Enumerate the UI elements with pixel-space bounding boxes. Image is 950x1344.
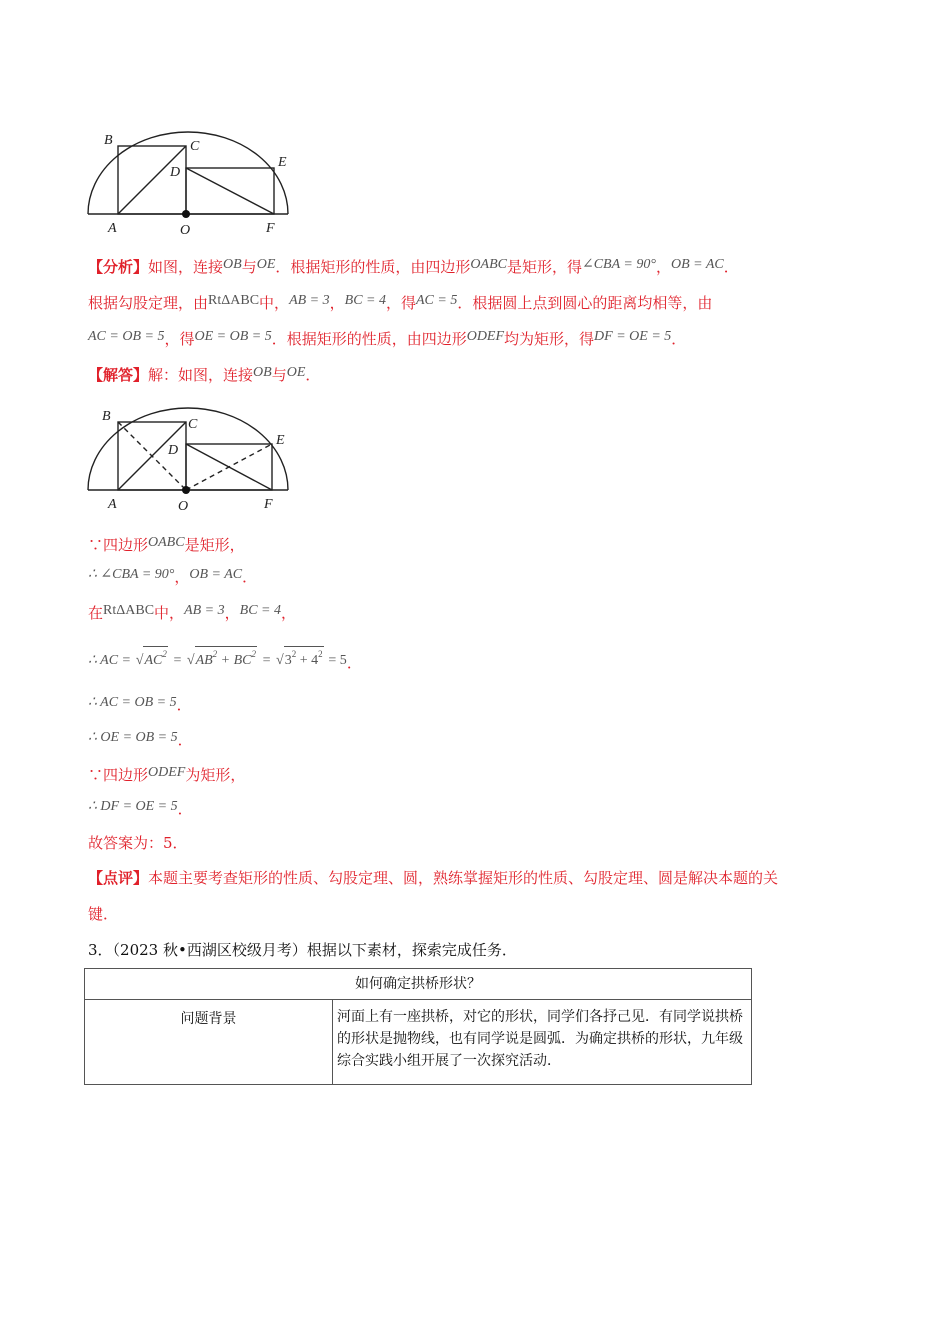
label-c: C <box>188 417 198 432</box>
text: ，得 <box>385 294 416 312</box>
math: = 5 <box>328 653 347 668</box>
materials-table <box>84 968 752 1085</box>
label-c: C <box>190 139 200 154</box>
text: ， <box>655 258 671 276</box>
text: 在 <box>88 604 104 622</box>
text: ． <box>671 330 687 348</box>
solution-step-6 <box>88 727 193 751</box>
solution-step-1 <box>88 532 245 556</box>
solution-step-3 <box>88 600 296 624</box>
text: 均为矩形，得 <box>504 330 595 348</box>
label-a: A <box>108 497 117 512</box>
math: AC <box>144 653 163 668</box>
math: AB <box>195 653 213 668</box>
math: OABC <box>148 535 185 550</box>
text: ． <box>346 654 362 672</box>
math: OB <box>223 257 242 272</box>
math: OABC <box>470 257 507 272</box>
text: 根据勾股定理，由 <box>88 294 209 312</box>
label-o: O <box>178 499 189 514</box>
math: OB = AC <box>670 257 724 272</box>
math: = <box>172 653 183 668</box>
row-text-background: 河面上有一座拱桥，对它的形状，同学们各抒己见．有同学说拱桥的形状是抛物线，也有同学说是圆弧．为确定拱桥的形状，九年级综合实践小组开展了一次探究活动． <box>333 1000 752 1085</box>
math: + 4 <box>296 653 319 668</box>
text: 是矩形，得 <box>506 258 582 276</box>
text: ． <box>176 696 192 714</box>
center-point-o <box>182 486 190 494</box>
solution-step-2 <box>88 564 257 588</box>
math: 3 <box>284 653 292 668</box>
text: 是矩形， <box>184 536 245 554</box>
math: AB = 3 <box>289 293 330 308</box>
math: OE <box>286 365 306 380</box>
diagonal-ac <box>118 146 186 214</box>
label-e: E <box>276 433 285 448</box>
math: RtΔABC <box>103 603 155 618</box>
math: ∴ AC = <box>88 653 131 668</box>
math: OB = AC <box>189 567 243 582</box>
label-d: D <box>170 165 181 180</box>
math: ∴ OE = OB = 5 <box>88 730 178 745</box>
math: AC = OB = 5 <box>88 329 165 344</box>
analysis-line-1 <box>88 254 739 278</box>
row-label-background: 问题背景 <box>85 1000 333 1085</box>
text: ． <box>723 258 739 276</box>
text: 如图，连接 <box>148 258 224 276</box>
math: ∴ DF = OE = 5 <box>88 799 178 814</box>
text: 本题主要考查矩形的性质、勾股定理、圆，熟练掌握矩形的性质、勾股定理、圆是解决本题的关 <box>148 869 779 887</box>
text: ∵四边形 <box>88 766 149 784</box>
sqrt-1: $√AC^2$ <box>136 653 168 668</box>
solution-tag: 【解答】 <box>88 366 149 384</box>
math: ODEF <box>148 765 186 780</box>
math: OE <box>256 257 276 272</box>
text: ．根据矩形的性质，由四边形 <box>271 330 467 348</box>
text: ，得 <box>164 330 195 348</box>
math: AB = 3 <box>184 603 225 618</box>
text: ， <box>280 604 296 622</box>
figure-1-semicircle-rectangles <box>84 128 304 240</box>
superscript: 2 <box>212 649 218 659</box>
text: ． <box>177 731 193 749</box>
label-o: O <box>180 223 191 238</box>
text: ． <box>305 366 321 384</box>
math: BC = 4 <box>344 293 386 308</box>
text: ， <box>329 294 345 312</box>
math: = <box>261 653 272 668</box>
text: ， <box>174 568 190 586</box>
text: 与 <box>241 258 257 276</box>
text: 中， <box>259 294 290 312</box>
math: BC = 4 <box>239 603 281 618</box>
math: + BC <box>217 653 252 668</box>
math: AC = 5 <box>416 293 458 308</box>
label-d: D <box>168 443 179 458</box>
diagonal-df <box>186 168 274 214</box>
math: ∴ AC = OB = 5 <box>88 695 177 710</box>
math: RtΔABC <box>208 293 260 308</box>
analysis-line-3 <box>88 326 686 350</box>
label-e: E <box>278 155 287 170</box>
text: ∵四边形 <box>88 536 149 554</box>
label-b: B <box>102 409 111 424</box>
table-title: 如何确定拱桥形状？ <box>85 969 752 1000</box>
text: 中， <box>154 604 185 622</box>
text: ， <box>224 604 240 622</box>
solution-step-4-sqrt <box>88 646 362 674</box>
center-point-o <box>182 210 190 218</box>
analysis-line-2 <box>88 290 712 314</box>
text: ． <box>177 800 193 818</box>
comment-tag: 【点评】 <box>88 869 149 887</box>
comment-line-2: 键． <box>88 905 119 923</box>
superscript: 2 <box>251 649 257 659</box>
label-f: F <box>264 497 273 512</box>
math: OE = OB = 5 <box>194 329 272 344</box>
comment-line-1 <box>88 867 778 889</box>
text: 解：如图，连接 <box>148 366 254 384</box>
text: 为矩形， <box>185 766 246 784</box>
label-f: F <box>266 221 275 236</box>
solution-step-7 <box>88 762 245 786</box>
superscript: 2 <box>162 649 167 659</box>
text: ． <box>242 568 258 586</box>
text: 与 <box>271 366 287 384</box>
math: ∴ ∠CBA = 90° <box>88 567 175 582</box>
solution-step-8 <box>88 796 193 820</box>
sqrt-2: $√AB^2 + BC^2$ <box>187 653 257 668</box>
label-a: A <box>108 221 117 236</box>
text: ．根据矩形的性质，由四边形 <box>275 258 471 276</box>
question-3-stem: 3．（2023 秋•西湖区校级月考）根据以下素材，探索完成任务． <box>88 941 517 959</box>
solution-intro <box>88 362 320 386</box>
superscript: 2 <box>291 649 297 659</box>
math: ODEF <box>466 329 505 344</box>
math: ∠CBA = 90° <box>581 257 656 272</box>
math: DF = OE = 5 <box>594 329 672 344</box>
math: OB <box>253 365 272 380</box>
figure-2-semicircle-with-radii <box>84 404 304 516</box>
solution-step-5 <box>88 692 192 716</box>
text: ．根据圆上点到圆心的距离均相等，由 <box>457 294 713 312</box>
sqrt-3: $√3^2 + 4^2$ <box>276 653 324 668</box>
answer-line: 故答案为：5． <box>88 834 188 852</box>
label-b: B <box>104 133 113 148</box>
analysis-tag: 【分析】 <box>88 258 149 276</box>
superscript: 2 <box>318 649 323 659</box>
